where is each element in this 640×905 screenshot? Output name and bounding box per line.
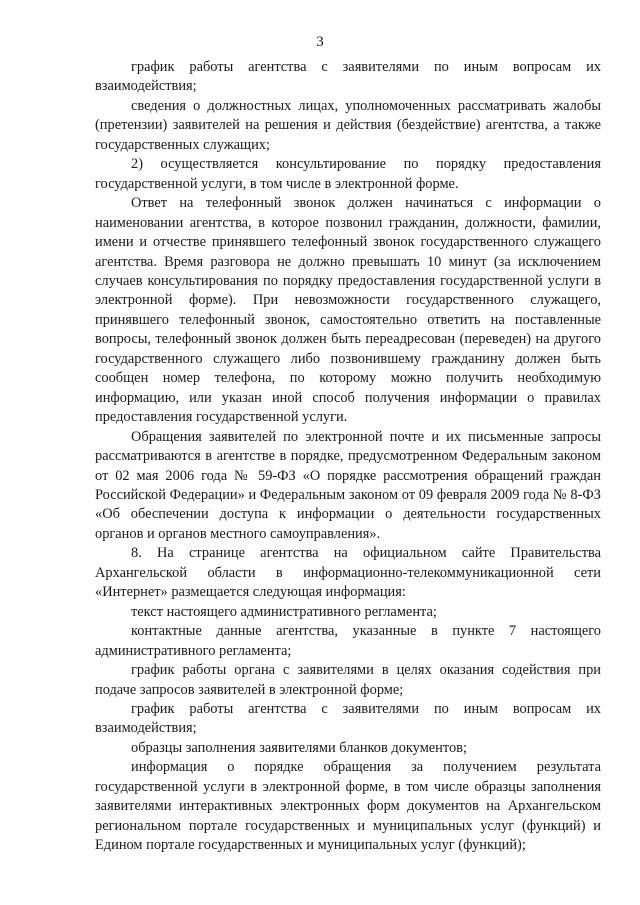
paragraph-contact-data: контактные данные агентства, указанные в пункте 7 настоящего административного регламента;: [95, 623, 601, 659]
paragraph-email-requests: Обращения заявителей по электронной почте и их письменные запросы рассматриваются в агентстве в порядке, предусмотренном Федеральным законом от 02 мая 2006 года № 59-ФЗ «О порядке рассмотрения обращений граждан Российской Федерации» и Федеральным законом от 09 февраля 2009 года № 8-ФЗ «Об обеспечении доступа к информации о деятельности государственных органов и органов местного самоуправления».: [95, 428, 601, 542]
paragraph-form-samples: образцы заполнения заявителями бланков документов;: [131, 739, 467, 756]
paragraph-agency-schedule: график работы агентства с заявителями по иным вопросам их взаимодействия;: [95, 700, 601, 737]
paragraph-item-8: 8. На странице агентства на официальном сайте Правительства Архангельской области в информационно-телекоммуникационной сети «Интернет» размещается следующая информация:: [95, 545, 601, 601]
paragraph-officials-info: сведения о должностных лицах, уполномоченных рассматривать жалобы (претензии) заявителей на решения и действия (бездействие) агентства, а также государственных служащих;: [95, 97, 601, 153]
page-number: 3: [316, 34, 324, 50]
paragraph-regulation-text: текст настоящего административного регламента;: [131, 603, 437, 620]
paragraph-consulting: 2) осуществляется консультирование по порядку предоставления государственной услуги, в том числе в электронной форме.: [95, 156, 601, 192]
document-body: [95, 58, 601, 856]
paragraph-organ-schedule: график работы органа с заявителями в целях оказания содействия при подаче запросов заявителей в электронной форме;: [95, 662, 601, 698]
paragraph-electronic-result: информация о порядке обращения за получением результата государственной услуги в электронной форме, в том числе образцы заполнения заявителями интерактивных электронных форм документов на Архангельском региональном портале государственных и муниципальных услуг (функций) и Едином портале государственных и муниципальных услуг (функций);: [95, 759, 601, 854]
paragraph-phone-response: Ответ на телефонный звонок должен начинаться с информации о наименовании агентства, в которое позвонил гражданин, должности, фамилии, имени и отчестве принявшего телефонный звонок государственного служащего агентства. Время разговора не должно превышать 10 минут (за исключением случаев консультирования по порядку предоставления государственной услуги в электронной форме). При невозможности государственного служащего, принявшего телефонный звонок, самостоятельно ответить на поставленные вопросы, телефонный звонок должен быть переадресован (переведен) на другого государственного служащего либо позвонившему гражданину должен быть сообщен номер телефона, по которому можно получить необходимую информацию, или указан иной способ получения информации о правилах предоставления государственной услуги.: [95, 195, 601, 426]
paragraph-work-schedule-other: график работы агентства с заявителями по иным вопросам их взаимодействия;: [95, 59, 601, 95]
